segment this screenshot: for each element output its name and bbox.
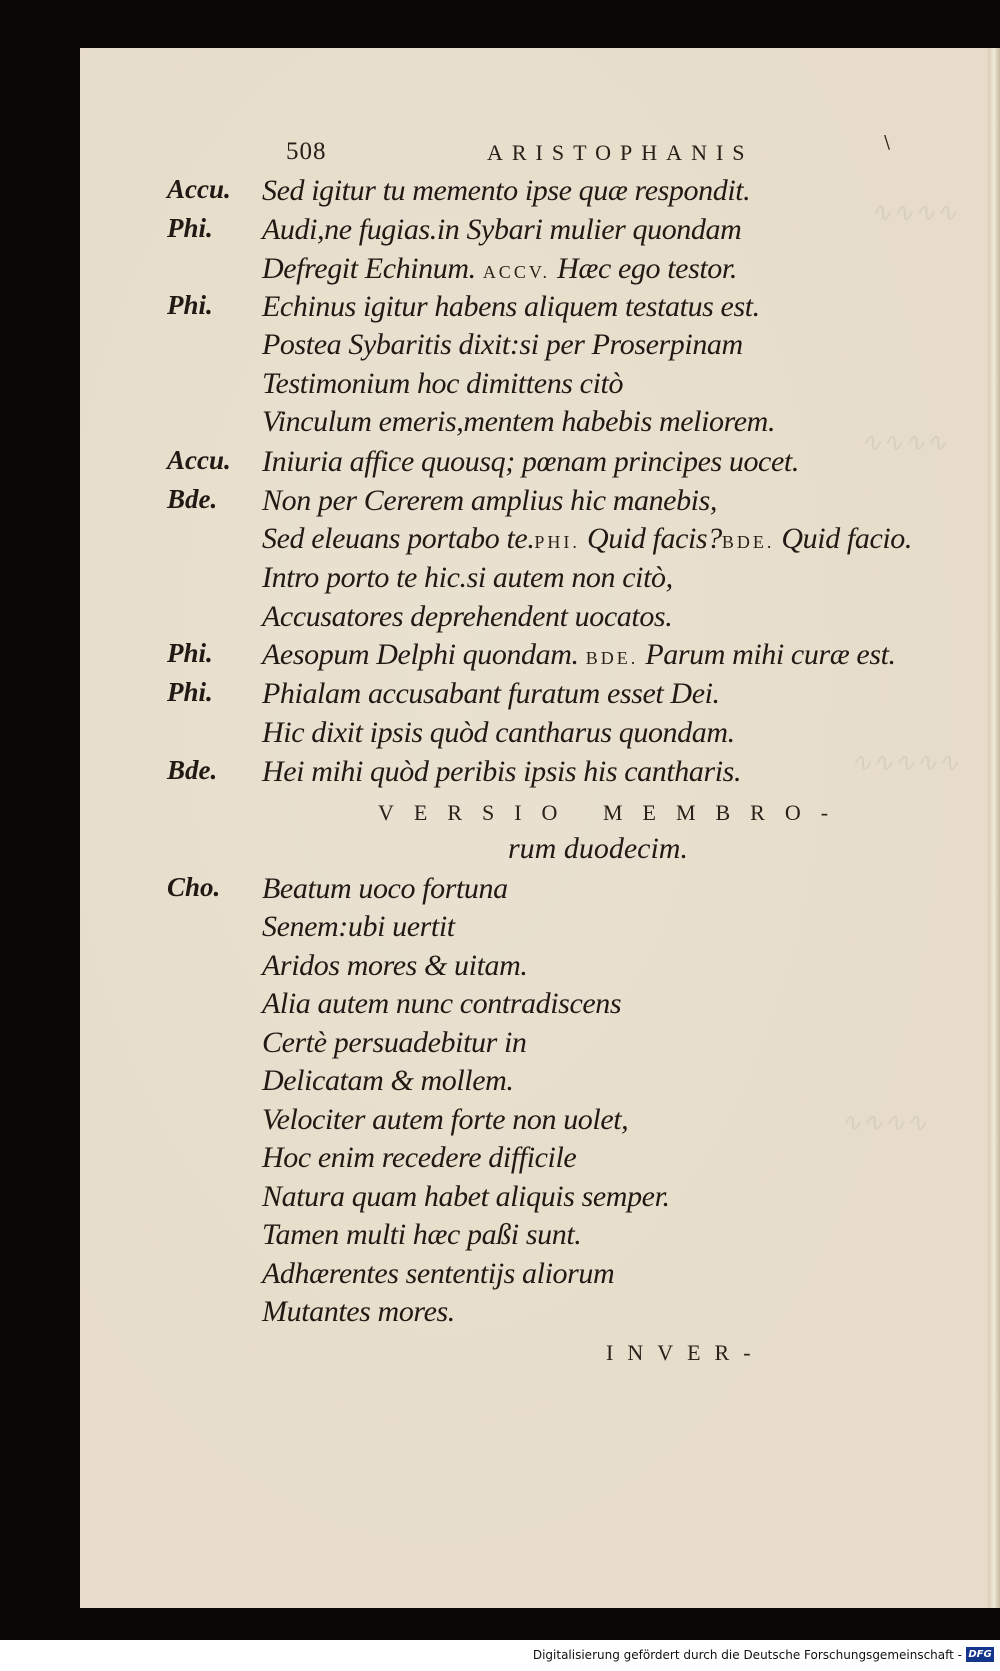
edge-mark: \	[884, 132, 891, 153]
verse-text: Velociter autem forte non uolet,	[262, 1103, 629, 1136]
verse-text: Defregit Echinum. ACCV. Hæc ego testor.	[262, 252, 737, 285]
speaker-label: Accu.	[167, 445, 231, 475]
verse-line	[0, 252, 1000, 292]
verse-line	[0, 445, 1000, 485]
verse-text: Adhærentes sententijs aliorum	[262, 1257, 615, 1290]
speaker-label: Bde.	[167, 484, 218, 514]
verse-line	[0, 174, 1000, 214]
verse-text: Delicatam & mollem.	[262, 1064, 514, 1097]
verse-text: Vinculum emeris,mentem habebis meliorem.	[262, 405, 776, 438]
verse-line	[0, 1257, 1000, 1297]
verse-text: Certè persuadebitur in	[262, 1026, 527, 1059]
verse-line	[0, 522, 1000, 562]
verse-text: Hic dixit ipsis quòd cantharus quondam.	[262, 716, 735, 749]
speaker-label: Phi.	[167, 213, 213, 243]
verse-line	[0, 213, 1000, 253]
verse-text: Aridos mores & uitam.	[262, 949, 528, 982]
verse-text: Postea Sybaritis dixit:si per Proserpinam	[262, 328, 743, 361]
verse-line	[0, 872, 1000, 912]
verse-text: Senem:ubi uertit	[262, 910, 455, 943]
verse-text: Aesopum Delphi quondam. BDE. Parum mihi curæ est.	[262, 638, 896, 671]
verse-line	[0, 638, 1000, 678]
verse-line	[0, 600, 1000, 640]
dfg-logo: DFG	[966, 1647, 994, 1662]
verse-text: Mutantes mores.	[262, 1295, 455, 1328]
verse-text: Hoc enim recedere difficile	[262, 1141, 577, 1174]
speaker-label: Phi.	[167, 638, 213, 668]
verse-text: Intro porto te hic.si autem non citò,	[262, 561, 673, 594]
verse-line	[0, 677, 1000, 717]
verse-text: Non per Cererem amplius hic manebis,	[262, 484, 717, 517]
page-number: 508	[286, 138, 327, 165]
running-title: ARISTOPHANIS	[487, 140, 754, 165]
verse-line	[0, 484, 1000, 524]
catchword: INVER-	[606, 1340, 765, 1365]
verse-text: Echinus igitur habens aliquem testatus est.	[262, 290, 760, 323]
verse-line	[0, 1103, 1000, 1143]
verse-text: Beatum uoco fortuna	[262, 872, 508, 905]
speaker-inline: BDE.	[721, 532, 775, 552]
running-header	[0, 132, 1000, 178]
book-page: ∿∿∿∿ ∿∿∿∿ ∿∿∿∿∿ ∿∿∿∿	[80, 48, 988, 1608]
speaker-label: Accu.	[167, 174, 231, 204]
verse-line	[0, 367, 1000, 407]
catchword-line	[0, 1340, 1000, 1380]
verse-line	[0, 1141, 1000, 1181]
verse-line	[0, 755, 1000, 795]
verse-text: Testimonium hoc dimittens citò	[262, 367, 624, 400]
digitization-footer	[0, 1640, 1000, 1671]
speaker-inline: ACCV.	[482, 262, 551, 282]
verse-line	[0, 290, 1000, 330]
speaker-label: Cho.	[167, 872, 221, 902]
verse-line	[0, 328, 1000, 368]
verse-text: Accusatores deprehendent uocatos.	[262, 600, 673, 633]
verse-line	[0, 987, 1000, 1027]
verse-text: Phialam accusabant furatum esset Dei.	[262, 677, 720, 710]
verse-line	[0, 716, 1000, 756]
verse-text: Iniuria affice quousq; pœnam principes uocet.	[262, 445, 799, 478]
verse-text: Sed igitur tu memento ipse quæ respondit.	[262, 174, 751, 207]
verse-text: Natura quam habet aliquis semper.	[262, 1180, 670, 1213]
verse-line	[0, 949, 1000, 989]
speaker-inline: BDE.	[585, 648, 639, 668]
section-heading-line2: rum duodecim.	[508, 832, 688, 865]
verse-text: Sed eleuans portabo te.PHI. Quid facis?BDE. Quid facio.	[262, 522, 913, 555]
speaker-label: Phi.	[167, 677, 213, 707]
verse-line	[0, 1064, 1000, 1104]
speaker-inline: PHI.	[534, 532, 580, 552]
speaker-label: Phi.	[167, 290, 213, 320]
section-heading-line1: VERSIO MEMBRO-	[378, 800, 849, 825]
verse-line	[0, 1218, 1000, 1258]
verse-text: Alia autem nunc contradiscens	[262, 987, 622, 1020]
verse-text: Tamen multi hæc paßi sunt.	[262, 1218, 582, 1251]
verse-line	[0, 910, 1000, 950]
verse-line	[0, 1180, 1000, 1220]
footer-credit: Digitalisierung gefördert durch die Deutsche Forschungsgemeinschaft -	[532, 1648, 962, 1662]
verse-text: Hei mihi quòd peribis ipsis his cantharis.	[262, 755, 742, 788]
verse-text: Audi,ne fugias.in Sybari mulier quondam	[262, 213, 742, 246]
verse-line	[0, 561, 1000, 601]
verse-line	[0, 1295, 1000, 1335]
speaker-label: Bde.	[167, 755, 218, 785]
verse-line	[0, 1026, 1000, 1066]
verse-line	[0, 405, 1000, 445]
section-heading-continued	[0, 832, 1000, 872]
